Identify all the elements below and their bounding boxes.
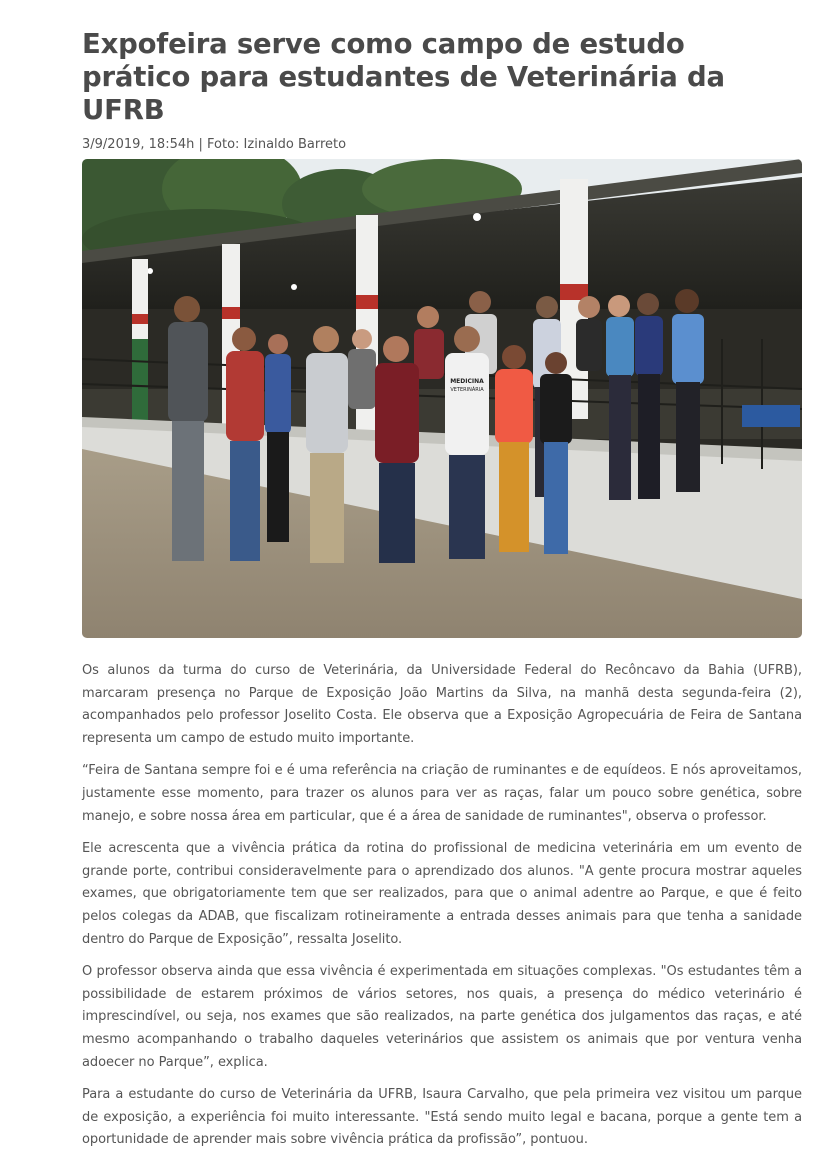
paragraph-2: “Feira de Santana sempre foi e é uma referência na criação de ruminantes e de equídeos. E nós aproveitamos, justamente esse momento, para trazer os alunos para ver as raças, falar um pouco sobre genética, sobre manejo, e sobre nossa área em particular, que é a área de sanidade de ruminantes", observa o professor. bbox=[82, 763, 802, 824]
paragraph-5: Para a estudante do curso de Veterinária da UFRB, Isaura Carvalho, que pela primeira vez visitou um parque de exposição, a experiência foi muito interessante. "Está sendo muito legal e bacana, porque a gente tem a oportunidade de aprender mais sobre vivência prática da profissão”, pontuou. bbox=[82, 1087, 802, 1148]
article-meta bbox=[82, 136, 802, 154]
paragraph-4: O professor observa ainda que essa vivência é experimentada em situações complexas. "Os estudantes têm a possibilidade de estarem próximos de vários setores, nos quais, a presença do médico veterinário é imprescindível, ou seja, nos exames que são realizados, na parte genética dos julgamentos das raças, e até mesmo acompanhando o trabalho daqueles veterinários que assistem os animais que por ventura venha adoecer no Parque”, explica. bbox=[82, 964, 802, 1070]
meta-separator: | bbox=[198, 137, 203, 152]
article-photo bbox=[82, 159, 802, 638]
article-date: 3/9/2019, 18:54h bbox=[82, 137, 195, 152]
shirt-print-line2: VETERINÁRIA bbox=[450, 387, 484, 393]
photo-credit: Foto: Izinaldo Barreto bbox=[207, 137, 347, 152]
article-body bbox=[82, 660, 802, 1152]
paragraph-1: Os alunos da turma do curso de Veterinária, da Universidade Federal do Recôncavo da Bahia (UFRB), marcaram presença no Parque de Exposição João Martins da Silva, na manhã desta segunda-feira (2), acompanhados pelo professor Joselito Costa. Ele observa que a Exposição Agropecuária de Feira de Santana representa um campo de estudo muito importante. bbox=[82, 663, 802, 746]
shirt-print-line1: MEDICINA bbox=[450, 378, 484, 385]
article bbox=[82, 28, 802, 1162]
article-title: Expofeira serve como campo de estudo prático para estudantes de Veterinária da UFRB bbox=[82, 28, 725, 126]
group-photo-illustration bbox=[82, 159, 802, 638]
paragraph-3: Ele acrescenta que a vivência prática da rotina do profissional de medicina veterinária em um evento de grande porte, contribui consideravelmente para o aprendizado dos alunos. "A gente procura mostrar aqueles exames, que obrigatoriamente tem que ser realizados, para que o animal adentre ao Parque, e que é feito pelos colegas da ADAB, que fiscalizam rotineiramente a entrada desses animais para que tenha a sanidade dentro do Parque de Exposição”, ressalta Joselito. bbox=[82, 841, 802, 947]
